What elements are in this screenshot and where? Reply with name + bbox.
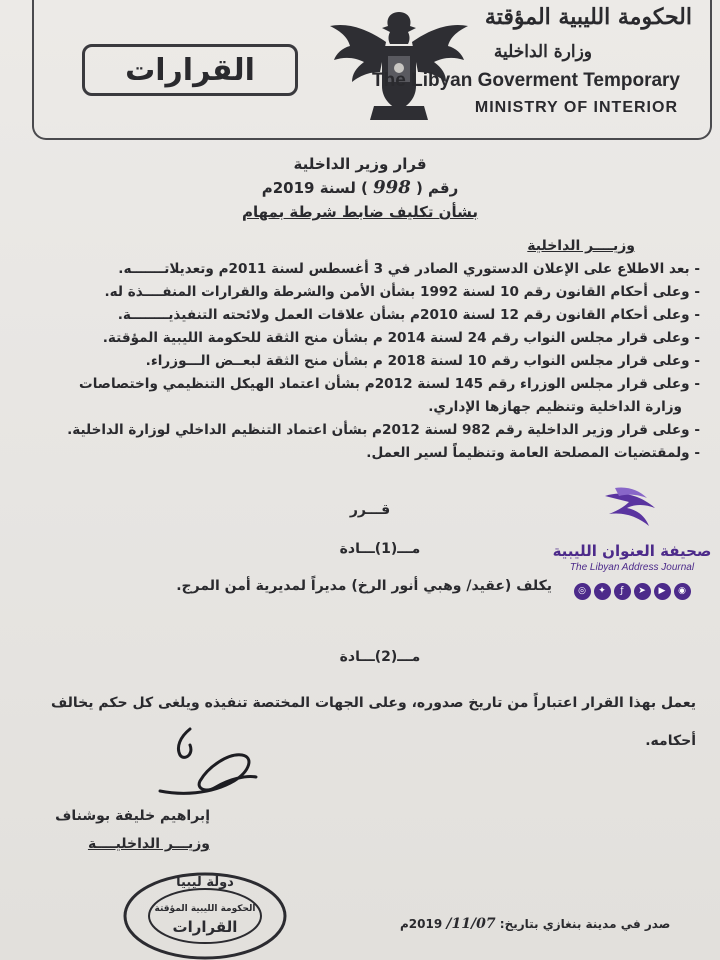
issued-year: 2019م — [400, 917, 443, 931]
government-name-arabic: الحكومة الليبية المؤقتة — [484, 4, 692, 30]
preamble-item: - وعلى قرار مجلس النواب رقم 24 لسنة 2014 م بشأن منح الثقة للحكومة الليبية المؤقتة. — [102, 330, 700, 346]
stamp-bottom-text: القرارات — [172, 918, 238, 936]
signer-title: وزيـــر الداخليــــة — [87, 836, 210, 852]
decree-number: 998 — [373, 177, 411, 198]
journal-name-arabic: صحيفة العنوان الليبية — [552, 542, 712, 560]
issued-date: 11/07/ — [446, 916, 496, 932]
preamble-item: - وعلى قرار وزير الداخلية رقم 982 لسنة 2012م بشأن اعتماد التنظيم الداخلي لوزارة الداخلية. — [67, 422, 700, 438]
stamp-middle-text: الحكومة الليبية المؤقتة — [154, 904, 256, 914]
official-stamp — [120, 868, 290, 960]
decided-heading: قـــرر — [349, 502, 391, 518]
decree-number-line — [200, 176, 520, 200]
twitter-icon[interactable]: ✦ — [594, 583, 611, 600]
signer-name: إبراهيم خليفة بوشناف — [55, 808, 210, 824]
telegram-icon[interactable]: ➤ — [634, 583, 651, 600]
instagram-icon[interactable]: ◎ — [574, 583, 591, 600]
handwritten-signature — [150, 725, 260, 805]
article-1-text: يكلف (عقيد/ وهبي أنور الرخ) مديراً لمديرية أمن المرج. — [176, 578, 552, 594]
decisions-label: القرارات — [82, 44, 298, 96]
article-1-title: مـــ(1)ـــادة — [339, 541, 421, 557]
decree-number-prefix: رقم ( — [415, 179, 459, 197]
article-2-title: مـــ(2)ـــادة — [339, 649, 421, 665]
preamble-item: وزارة الداخلية وتنظيم جهازها الإداري. — [428, 399, 682, 415]
facebook-icon[interactable]: ƒ — [614, 583, 631, 600]
article-2-text: يعمل بهذا القرار اعتباراً من تاريخ صدوره، وعلى الجهات المختصة تنفيذه ويلغى كل حكم يخالف أحكامه. — [50, 695, 696, 749]
youtube-icon[interactable]: ▶ — [654, 583, 671, 600]
preamble-item: - ولمقتضيات المصلحة العامة وتنظيماً لسير العمل. — [366, 445, 700, 461]
preamble-item: - وعلى أحكام القانون رقم 12 لسنة 2010م بشأن علاقات العمل ولائحته التنفيذيــــــــة. — [117, 307, 700, 323]
government-name-english: The Libyan Goverment Temporary — [372, 70, 680, 91]
decree-number-suffix: ) لسنة 2019م — [261, 179, 368, 197]
decree-title — [200, 152, 520, 224]
decree-subject: بشأن تكليف ضابط شرطة بمهام — [241, 203, 479, 221]
preamble-item: - وعلى قرار مجلس النواب رقم 10 لسنة 2018 م بشأن منح الثقة لبعــض الـــوزراء. — [145, 353, 700, 369]
preamble-heading: وزيــــر الداخلية — [527, 238, 635, 254]
preamble-item: - وعلى قرار مجلس الوزراء رقم 145 لسنة 2012م بشأن اعتماد الهيكل التنظيمي واختصاصات — [79, 376, 700, 392]
journal-name-english: The Libyan Address Journal — [569, 562, 695, 573]
letterhead — [32, 0, 712, 140]
social-icons — [552, 583, 712, 600]
issued-label: صدر في مدينة بنغازي بتاريخ: — [499, 917, 671, 931]
decree-title-line: قرار وزير الداخلية — [293, 155, 427, 173]
ministry-name-english: MINISTRY OF INTERIOR — [474, 99, 678, 116]
preamble-list — [20, 258, 700, 465]
journal-watermark — [552, 482, 712, 600]
ministry-name-arabic: وزارة الداخلية — [493, 42, 592, 62]
rss-icon[interactable]: ◉ — [674, 583, 691, 600]
preamble-item: - بعد الاطلاع على الإعلان الدستوري الصادر في 3 أغسطس لسنة 2011م وتعديلاتـــــــه. — [118, 261, 700, 277]
journal-bird-logo-icon — [601, 482, 663, 530]
issued-line — [400, 916, 670, 932]
eagle-emblem-icon — [324, 2, 474, 126]
stamp-top-text: دولة ليبيا — [176, 875, 234, 890]
preamble-item: - وعلى أحكام القانون رقم 10 لسنة 1992 بشأن الأمن والشرطة والقرارات المنفــــذة له. — [104, 284, 700, 300]
